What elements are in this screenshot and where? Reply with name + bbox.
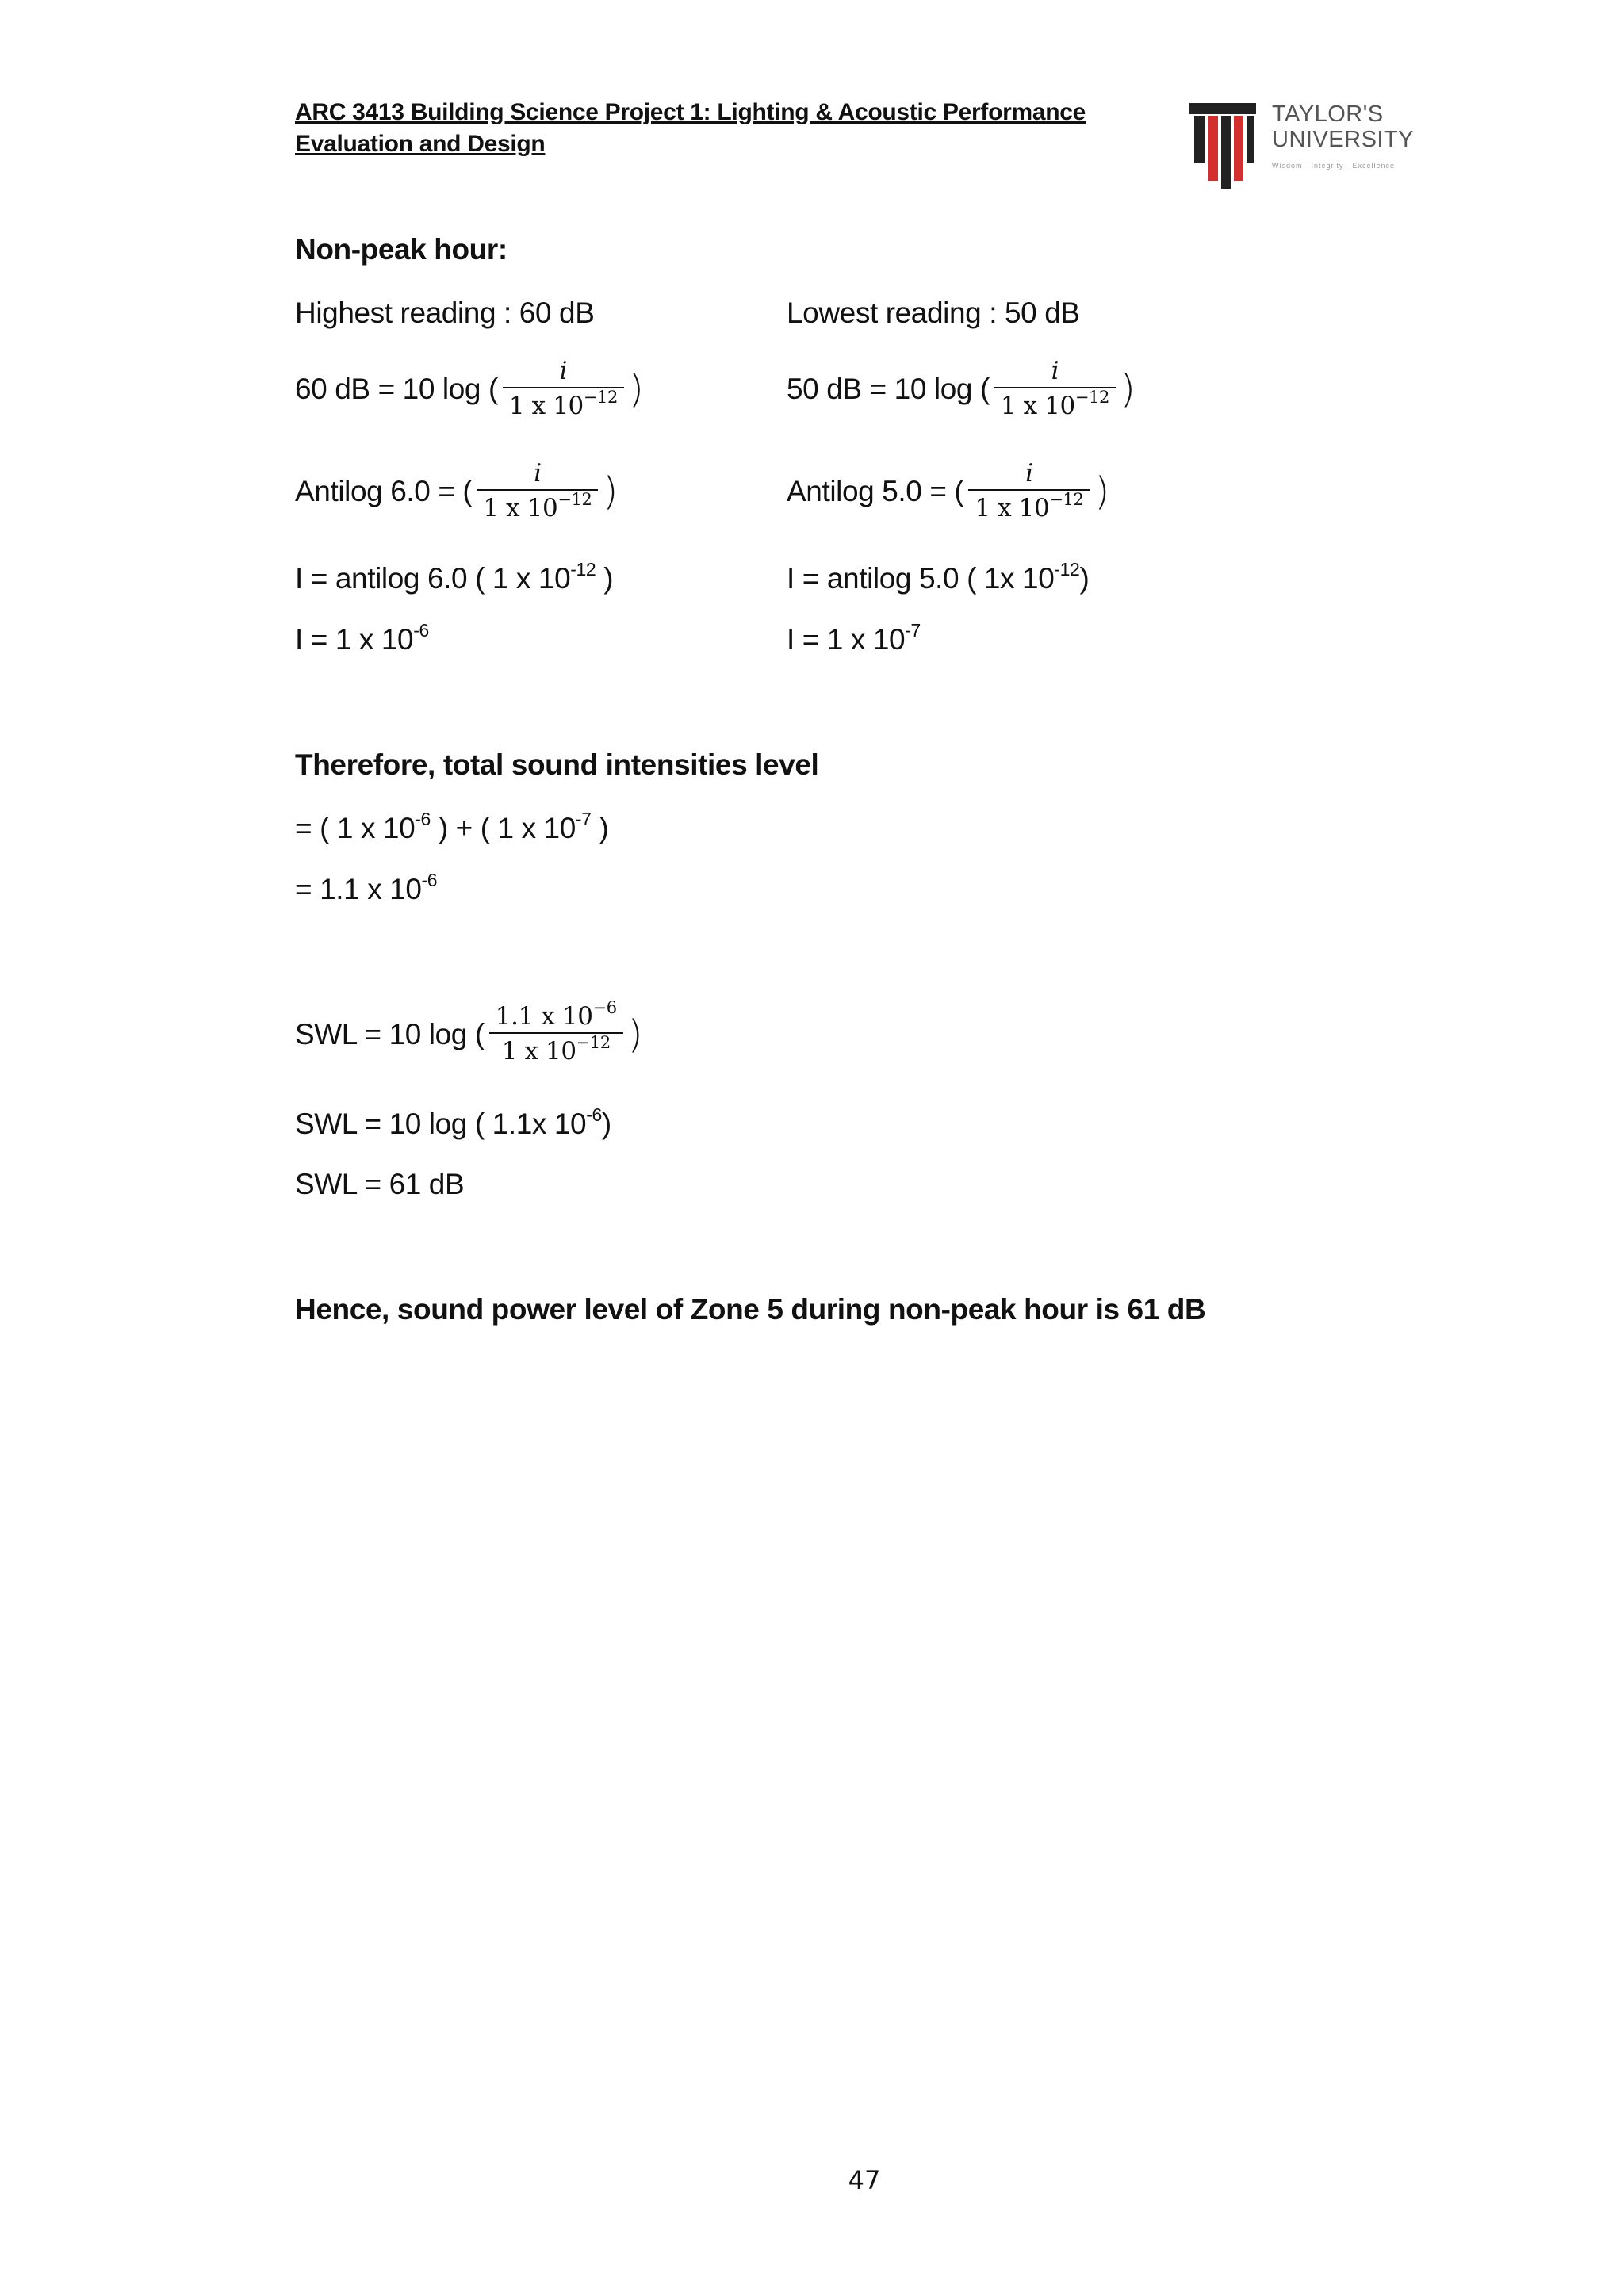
left-equation-1: 60 dB = 10 log ( $\frac{i}{1 x 10^{-12}}$ ) [295, 355, 643, 423]
left-reading: Highest reading : 60 dB [295, 297, 595, 329]
left-equation-2: Antilog 6.0 = ( $\frac{i}{1 x 10^{-12}}$ ) [295, 457, 618, 526]
conclusion: Hence, sound power level of Zone 5 during non-peak hour is 61 dB [295, 1293, 1206, 1326]
right-equation-1: 50 dB = 10 log ( $\frac{i}{1 x 10^{-12}}$ ) [787, 355, 1135, 423]
header-line-1: ARC 3413 Building Science Project 1: Lighting & Acoustic Performance [295, 99, 1086, 125]
taylors-university-logo [1189, 101, 1427, 197]
header-line-2: Evaluation and Design [295, 131, 546, 157]
fraction: $\frac{i}{1 x 10^{-12}}$ [968, 457, 1090, 526]
right-intensity-equation: I = antilog 5.0 ( 1x $10^{-12}$) [787, 559, 1090, 595]
logo-wordmark: TAYLOR'S UNIVERSITY [1272, 101, 1415, 152]
logo-motto: Wisdom · Integrity · Excellence [1272, 162, 1396, 170]
document-header [295, 97, 1086, 160]
right-reading: Lowest reading : 50 dB [787, 297, 1080, 329]
fraction: $\frac{i}{1 x 10^{-12}}$ [477, 457, 598, 526]
fraction: $\frac{i}{1 x 10^{-12}}$ [503, 355, 624, 423]
left-intensity-result: I = 1 x $10^{-6}$ [295, 620, 429, 656]
total-intensity-title: Therefore, total sound intensities level [295, 748, 819, 781]
total-intensity-value: = 1.1 x $10^{-6}$ [295, 870, 438, 905]
swl-equation-1: SWL = 10 log ( $\frac{1.1 x 10^{-6}}{1 x 10^{-12}}$ ) [295, 1001, 642, 1069]
left-intensity-equation: I = antilog 6.0 ( 1 x $10^{-12}$ ) [295, 559, 614, 595]
swl-equation-2: SWL = 10 log ( 1.1x $10^{-6}$) [295, 1104, 611, 1140]
swl-result: SWL = 61 dB [295, 1168, 465, 1200]
right-equation-2: Antilog 5.0 = ( $\frac{i}{1 x 10^{-12}}$ ) [787, 457, 1109, 526]
right-intensity-result: I = 1 x $10^{-7}$ [787, 620, 921, 656]
total-intensity-sum: = ( 1 x $10^{-6}$ ) + ( 1 x $10^{-7}$ ) [295, 809, 609, 844]
fraction: $\frac{i}{1 x 10^{-12}}$ [994, 355, 1116, 423]
page-number: 47 [848, 2165, 881, 2195]
university-crest-icon [1189, 103, 1256, 189]
fraction: $\frac{1.1 x 10^{-6}}{1 x 10^{-12}}$ [489, 1001, 623, 1069]
section-title: Non-peak hour: [295, 233, 508, 266]
